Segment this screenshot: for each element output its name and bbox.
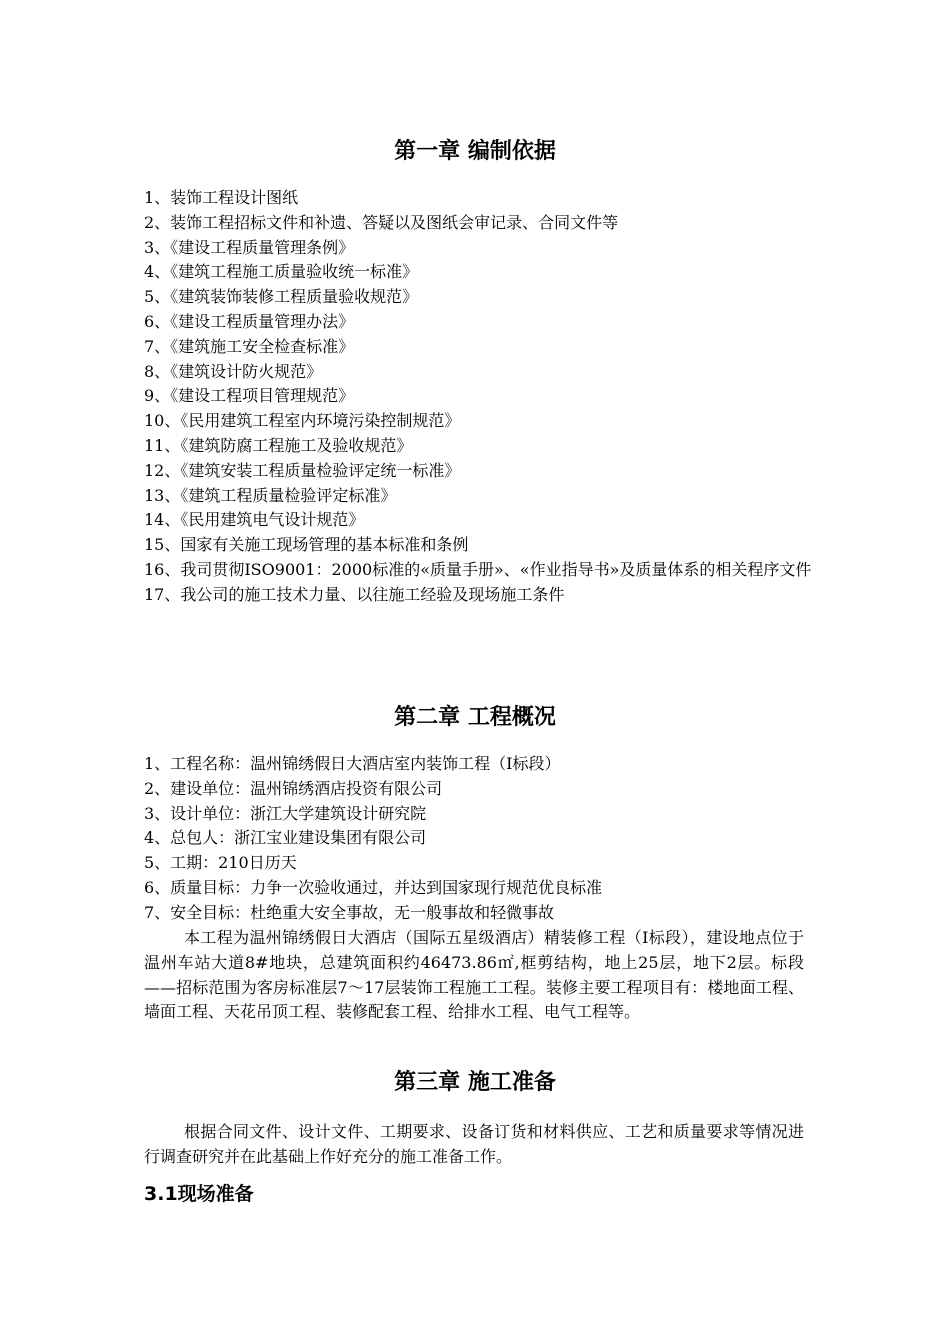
section-3-1-title: 3.1现场准备 bbox=[144, 1183, 254, 1205]
list-item: 7、《建筑施工安全检查标准》 bbox=[144, 336, 355, 356]
list-item: 6、质量目标：力争一次验收通过，并达到国家现行规范优良标准 bbox=[144, 877, 603, 897]
preparation-paragraph: 根据合同文件、设计文件、工期要求、设备订货和材料供应、工艺和质量要求等情况进行调查研究并在此基础上作好充分的施工准备工作。 bbox=[144, 1122, 804, 1166]
list-item: 4、总包人：浙江宝业建设集团有限公司 bbox=[144, 828, 427, 848]
chapter-1-list bbox=[144, 186, 814, 608]
list-item: 2、装饰工程招标文件和补遗、答疑以及图纸会审记录、合同文件等 bbox=[144, 212, 619, 232]
list-item: 14、《民用建筑电气设计规范》 bbox=[144, 510, 365, 530]
chapter-2-list bbox=[144, 752, 814, 926]
list-item: 2、建设单位：温州锦绣酒店投资有限公司 bbox=[144, 778, 443, 798]
project-overview-paragraph: 本工程为温州锦绣假日大酒店（国际五星级酒店）精装修工程（I标段），建设地点位于温州车站大道8#地块，总建筑面积约46473.86㎡,框剪结构，地上25层，地下2层。标段——招标范围为客房标准层7～17层装饰工程施工工程。装修主要工程项目有：楼地面工程、墙面工程、天花吊顶工程、装修配套工程、给排水工程、电气工程等。 bbox=[144, 928, 804, 1022]
chapter-3-title: 第三章 施工准备 bbox=[394, 1070, 556, 1095]
list-item: 3、设计单位：浙江大学建筑设计研究院 bbox=[144, 803, 427, 823]
list-item: 9、《建设工程项目管理规范》 bbox=[144, 386, 355, 406]
list-item: 16、我司贯彻ISO9001：2000标准的«质量手册»、«作业指导书»及质量体系的相关程序文件 bbox=[144, 559, 812, 579]
chapter-2-title: 第二章 工程概况 bbox=[394, 705, 556, 730]
list-item: 3、《建设工程质量管理条例》 bbox=[144, 237, 355, 257]
list-item: 11、《建筑防腐工程施工及验收规范》 bbox=[144, 435, 413, 455]
list-item: 15、国家有关施工现场管理的基本标准和条例 bbox=[144, 535, 469, 555]
list-item: 13、《建筑工程质量检验评定标准》 bbox=[144, 485, 397, 505]
list-item: 5、《建筑装饰装修工程质量验收规范》 bbox=[144, 287, 419, 307]
list-item: 1、工程名称：温州锦绣假日大酒店室内装饰工程（I标段） bbox=[144, 754, 561, 773]
list-item: 7、安全目标：杜绝重大安全事故，无一般事故和轻微事故 bbox=[144, 902, 555, 922]
list-item: 1、装饰工程设计图纸 bbox=[144, 188, 299, 207]
list-item: 6、《建设工程质量管理办法》 bbox=[144, 311, 355, 331]
list-item: 12、《建筑安装工程质量检验评定统一标准》 bbox=[144, 460, 461, 480]
list-item: 17、我公司的施工技术力量、以往施工经验及现场施工条件 bbox=[144, 584, 565, 604]
list-item: 10、《民用建筑工程室内环境污染控制规范》 bbox=[144, 411, 461, 431]
list-item: 8、《建筑设计防火规范》 bbox=[144, 361, 323, 381]
chapter-1-title: 第一章 编制依据 bbox=[394, 139, 556, 164]
list-item: 4、《建筑工程施工质量验收统一标准》 bbox=[144, 262, 419, 282]
list-item: 5、工期：210日历天 bbox=[144, 853, 297, 873]
